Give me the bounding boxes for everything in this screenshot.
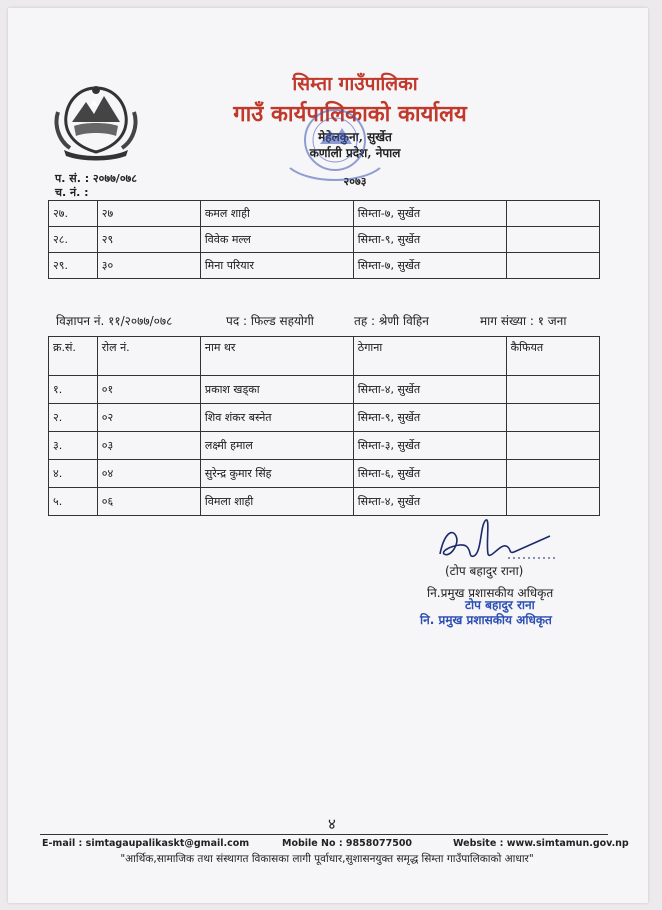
- table-cell: सिम्ता-९, सुर्खेत: [353, 227, 506, 253]
- table-cell: प्रकाश खड्का: [200, 376, 353, 404]
- table-cell: सिम्ता-६, सुर्खेत: [353, 460, 506, 488]
- table-cell: कमल शाही: [200, 201, 353, 227]
- table-cell: [506, 201, 599, 227]
- table-cell: [506, 227, 599, 253]
- table-cell: [506, 404, 599, 432]
- footer-website: Website : www.simtamun.gov.np: [453, 838, 629, 849]
- column-header: ठेगाना: [353, 337, 506, 376]
- table-cell: लक्ष्मी हमाल: [200, 432, 353, 460]
- table-row: [49, 201, 600, 227]
- official-seal-icon: [280, 98, 390, 190]
- table-cell: ५.: [49, 488, 98, 516]
- table-cell: विवेक मल्ल: [200, 227, 353, 253]
- table-cell: २७.: [49, 201, 98, 227]
- table-row: [49, 404, 600, 432]
- signatory-name: (टोप बहादुर राना): [445, 564, 524, 578]
- table-row: [49, 376, 600, 404]
- chalani-number: च. नं. :: [55, 186, 89, 199]
- established-year: २०७३: [343, 175, 367, 188]
- table-cell: २८.: [49, 227, 98, 253]
- address-line-2: कर्णाली प्रदेश, नेपाल: [309, 146, 401, 160]
- table-cell: [506, 460, 599, 488]
- table-cell: सिम्ता-७, सुर्खेत: [353, 253, 506, 279]
- table-cell: [506, 488, 599, 516]
- table-cell: [506, 376, 599, 404]
- table-cell: २९: [97, 227, 200, 253]
- table-cell: शिव शंकर बस्नेत: [200, 404, 353, 432]
- candidate-table-continued: [48, 200, 600, 279]
- table-header-row: [49, 337, 600, 376]
- table-cell: ०४: [97, 460, 200, 488]
- column-header: कैफियत: [506, 337, 599, 376]
- table-cell: सिम्ता-४, सुर्खेत: [353, 376, 506, 404]
- address-line-1: मेहेलकुना, सुर्खेत: [318, 130, 392, 144]
- table-row: [49, 432, 600, 460]
- table-cell: ०३: [97, 432, 200, 460]
- footer-mobile: Mobile No : 9858077500: [282, 838, 413, 849]
- table-cell: ३०: [97, 253, 200, 279]
- table-cell: मिना परियार: [200, 253, 353, 279]
- handwritten-signature-icon: [430, 514, 560, 566]
- stamp-post: नि. प्रमुख प्रशासकीय अधिकृत: [420, 613, 552, 627]
- advert-demand: माग संख्या : १ जना: [480, 314, 567, 328]
- footer-divider: [40, 834, 608, 835]
- column-header: नाम थर: [200, 337, 353, 376]
- table-cell: ४.: [49, 460, 98, 488]
- table-cell: विमला शाही: [200, 488, 353, 516]
- nepal-emblem-icon: [50, 82, 142, 162]
- table-cell: सुरेन्द्र कुमार सिंह: [200, 460, 353, 488]
- advert-number: विज्ञापन नं. ११/२०७७/०७८: [56, 314, 173, 328]
- footer-motto: "आर्थिक,सामाजिक तथा संस्थागत विकासका लागी पूर्वाधार,सुशासनयुक्त समृद्ध सिम्ता गाउँपालिकाको आधार": [120, 853, 534, 865]
- table-cell: २७: [97, 201, 200, 227]
- table-cell: [506, 432, 599, 460]
- table-cell: सिम्ता-९, सुर्खेत: [353, 404, 506, 432]
- office-subtitle: गाउँ कार्यपालिकाको कार्यालय: [233, 101, 467, 127]
- candidate-table: [48, 336, 600, 516]
- table-cell: [506, 253, 599, 279]
- office-name: सिम्ता गाउँपालिका: [292, 73, 418, 95]
- advert-level: तह : श्रेणी विहिन: [354, 314, 429, 328]
- advert-post: पद : फिल्ड सहयोगी: [226, 314, 314, 328]
- column-header: रोल नं.: [97, 337, 200, 376]
- table-cell: ०६: [97, 488, 200, 516]
- stamp-name: टोप बहादुर राना: [465, 598, 535, 612]
- table-cell: २.: [49, 404, 98, 432]
- table-cell: सिम्ता-४, सुर्खेत: [353, 488, 506, 516]
- column-header: क्र.सं.: [49, 337, 98, 376]
- table-row: [49, 253, 600, 279]
- table-row: [49, 488, 600, 516]
- table-cell: ०१: [97, 376, 200, 404]
- table-cell: ३.: [49, 432, 98, 460]
- signatory-post: नि.प्रमुख प्रशासकीय अधिकृत: [427, 586, 554, 600]
- table-row: [49, 460, 600, 488]
- table-cell: १.: [49, 376, 98, 404]
- patra-sankhya: प. सं. : २०७७/०७८: [55, 172, 137, 185]
- page-number: ४: [328, 815, 336, 833]
- table-row: [49, 227, 600, 253]
- table-cell: सिम्ता-३, सुर्खेत: [353, 432, 506, 460]
- table-cell: ०२: [97, 404, 200, 432]
- table-cell: सिम्ता-७, सुर्खेत: [353, 201, 506, 227]
- table-cell: २९.: [49, 253, 98, 279]
- footer-email: E-mail : simtagaupalikaskt@gmail.com: [42, 838, 250, 849]
